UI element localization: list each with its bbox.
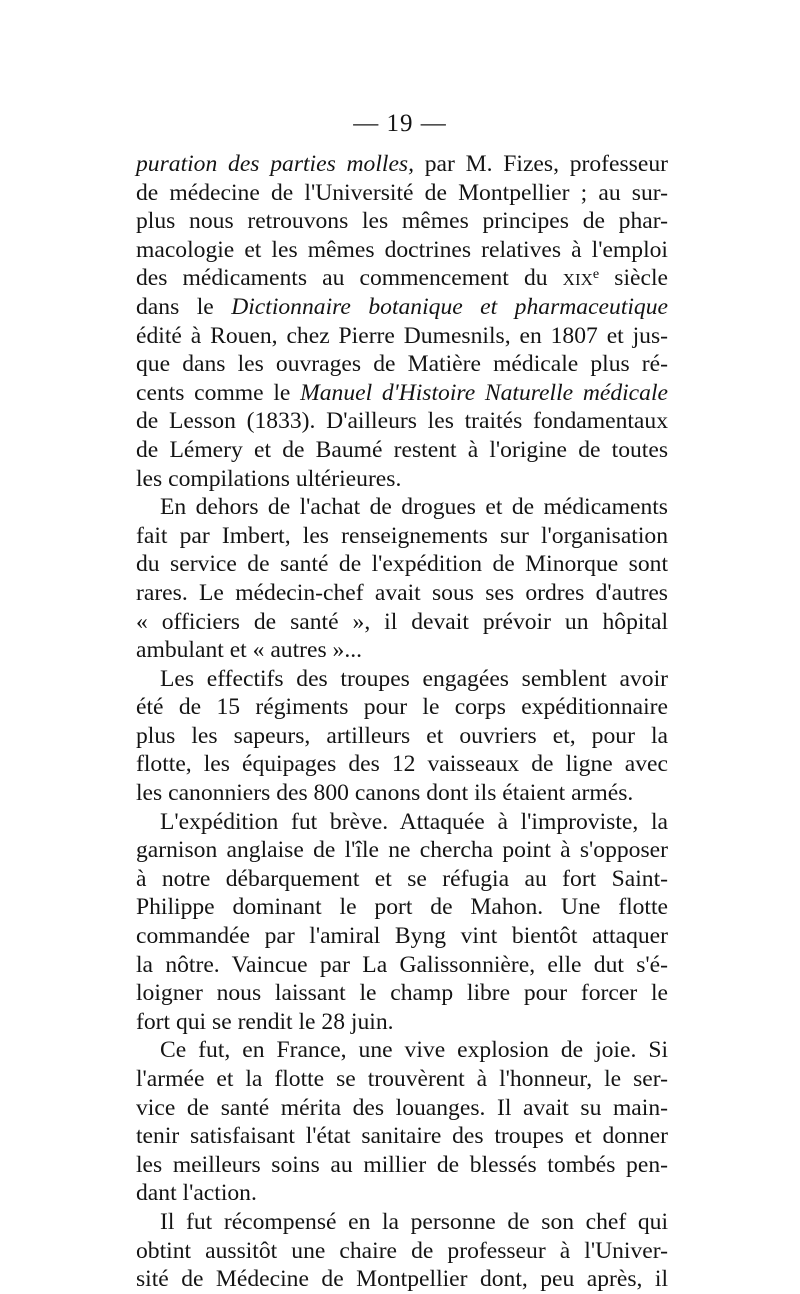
text-line: la nôtre. Vaincue par La Galissonnière, elle dut s'é- [136, 951, 668, 978]
text-line: plus nous retrouvons les mêmes principes de phar- [136, 208, 668, 235]
text-line [136, 150, 668, 179]
text-line: En dehors de l'achat de drogues et de médicaments [160, 494, 668, 521]
page-number: — 19 — [353, 110, 447, 137]
text-line: fait par Imbert, les renseignements sur l'organisation [136, 522, 668, 549]
italic-title: puration des parties molles, [136, 151, 415, 177]
text-line: les meilleurs soins au millier de blessés tombés pen- [136, 1151, 668, 1178]
italic-title: Manuel d'Histoire Naturelle médicale [300, 379, 668, 406]
text-line: flotte, les équipages des 12 vaisseaux de ligne avec [136, 751, 668, 778]
text-line: les canonniers des 800 canons dont ils étaient armés. [136, 780, 634, 807]
text-run: cents comme le [136, 379, 301, 406]
text-line: tenir satisfaisant l'état sanitaire des troupes et donner [136, 1123, 668, 1150]
text-line: L'expédition fut brève. Attaquée à l'improviste, la [160, 808, 668, 835]
text-line: de médecine de l'Université de Montpellier ; au sur- [136, 179, 668, 206]
text-line: que dans les ouvrages de Matière médicale plus ré- [136, 351, 668, 378]
text-line: de Lesson (1833). D'ailleurs les traités fondamentaux [136, 408, 668, 435]
text-run: xix [562, 265, 593, 292]
paragraph [136, 808, 668, 1037]
text-line: « officiers de santé », il devait prévoir un hôpital [136, 608, 668, 635]
text-line: Il fut récompensé en la personne de son chef qui [160, 1208, 668, 1235]
text-run: dans le [136, 293, 232, 320]
text-line: édité à Rouen, chez Pierre Dumesnils, en 1807 et jus- [136, 322, 668, 349]
text-line: Les effectifs des troupes engagées semblent avoir [160, 665, 668, 692]
text-line [136, 293, 668, 322]
text-run: des médicaments au commencement du [136, 265, 563, 292]
text-line: commandée par l'amiral Byng vint bientôt attaquer [136, 923, 668, 950]
text-line: Philippe dominant le port de Mahon. Une flotte [136, 894, 668, 921]
paragraph [136, 150, 668, 493]
text-line: l'armée et la flotte se trouvèrent à l'honneur, le ser- [136, 1066, 668, 1092]
paragraph [136, 1208, 668, 1294]
text-line: ambulant et « autres »... [136, 637, 363, 664]
text-line: sité de Médecine de Montpellier dont, peu après, il [136, 1266, 668, 1293]
text-line: vice de santé mérita des louanges. Il avait su main- [136, 1094, 668, 1121]
text-line: Ce fut, en France, une vive explosion de joie. Si [160, 1037, 668, 1064]
text-run: siècle [599, 265, 668, 292]
text-line: fort qui se rendit le 28 juin. [136, 1008, 394, 1035]
text-line: rares. Le médecin-chef avait sous ses ordres d'autres [136, 579, 668, 606]
text-line: macologie et les mêmes doctrines relatives à l'emploi [136, 236, 668, 263]
text-line [136, 379, 668, 408]
text-line: les compilations ultérieures. [136, 465, 402, 492]
text-line: été de 15 régiments pour le corps expéditionnaire [136, 694, 668, 721]
text-line: obtint aussitôt une chaire de professeur à l'Univer- [136, 1237, 668, 1264]
text-line: dant l'action. [136, 1180, 257, 1207]
text-run: par M. Fizes, professeur [414, 151, 668, 177]
text-line: loigner nous laissant le champ libre pour forcer le [136, 980, 668, 1007]
text-line: à notre débarquement et se réfugia au fort Saint- [136, 865, 668, 892]
text-line: du service de santé de l'expédition de Minorque sont [136, 551, 668, 578]
paragraph [136, 1036, 668, 1208]
paragraph [136, 493, 668, 665]
text-line: de Lémery et de Baumé restent à l'origine de toutes [136, 436, 668, 463]
paragraph [136, 665, 668, 808]
italic-title: Dictionnaire botanique et pharmaceutique [231, 293, 668, 320]
text-line [136, 264, 668, 293]
text-line: plus les sapeurs, artilleurs et ouvriers et, pour la [136, 722, 668, 749]
superscript: e [592, 266, 600, 283]
body-text [136, 150, 668, 1294]
text-line: garnison anglaise de l'île ne chercha point à s'opposer [136, 837, 668, 864]
